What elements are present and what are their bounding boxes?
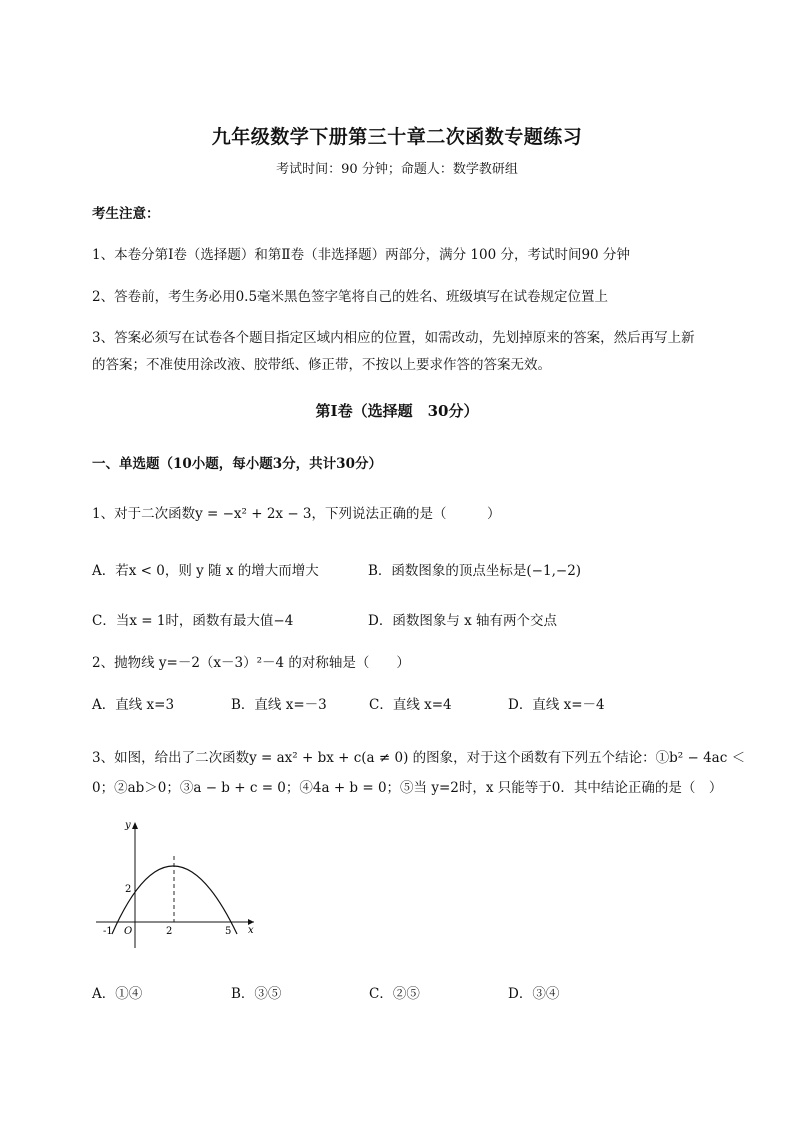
origin-label: O xyxy=(124,926,133,937)
notice-item-2: 2、答卷前，考生务必用0.5毫米黑色签字笔将自己的姓名、班级填写在试卷规定位置上 xyxy=(92,289,609,305)
parabola-figure xyxy=(92,812,262,952)
notice-item-3-cont: 的答案；不准使用涂改液、胶带纸、修正带，不按以上要求作答的答案无效。 xyxy=(92,357,551,373)
q3-option-c: C．②⑤ xyxy=(369,986,420,1002)
tick-x-5: 5 xyxy=(225,926,232,937)
x-axis-label: x xyxy=(248,925,254,936)
q1-option-d: D．函数图象与 x 轴有两个交点 xyxy=(368,613,558,629)
page-title: 九年级数学下册第三十章二次函数专题练习 xyxy=(211,126,583,148)
q1-option-b: B．函数图象的顶点坐标是(−1,−2) xyxy=(368,563,582,579)
tick-y-2: 2 xyxy=(125,884,132,895)
notice-item-3: 3、答案必须写在试卷各个题目指定区域内相应的位置，如需改动，先划掉原来的答案，然后再写上新 xyxy=(92,330,695,346)
notice-heading: 考生注意： xyxy=(92,206,160,222)
q3-stem-line-2: 0；②ab＞0；③a − b + c = 0；④4a + b = 0；⑤当 y=2时，x 只能等于0．其中结论正确的是（ ） xyxy=(92,780,723,796)
q3-option-d: D．③④ xyxy=(508,986,560,1002)
q2-option-b: B．直线 x=－3 xyxy=(231,697,327,713)
q2-option-c: C．直线 x=4 xyxy=(369,697,452,713)
y-axis-label: y xyxy=(125,820,131,831)
q1-stem: 1、对于二次函数y = −x² + 2x − 3，下列说法正确的是（ ） xyxy=(92,506,501,522)
part-heading: 一、单选题（10小题，每小题3分，共计30分） xyxy=(92,456,382,472)
q3-option-b: B．③⑤ xyxy=(231,986,282,1002)
tick-neg1: -1 xyxy=(103,926,113,937)
q1-option-a: A．若x < 0，则 y 随 x 的增大而增大 xyxy=(92,563,319,579)
q2-stem: 2、抛物线 y=－2（x－3）²－4 的对称轴是（ ） xyxy=(92,655,410,671)
q2-option-a: A．直线 x=3 xyxy=(92,697,175,713)
section-title: 第Ⅰ卷（选择题 30分） xyxy=(315,402,479,420)
y-axis-arrow xyxy=(132,822,138,829)
q2-option-d: D．直线 x=－4 xyxy=(508,697,605,713)
exam-info: 考试时间：90 分钟；命题人：数学教研组 xyxy=(276,162,518,177)
parabola-curve xyxy=(112,866,237,934)
q3-stem-line-1: 3、如图，给出了二次函数y = ax² + bx + c(a ≠ 0) 的图象，对于这个函数有下列五个结论：①b² − 4ac ＜ xyxy=(92,750,746,766)
tick-x-2: 2 xyxy=(166,926,173,937)
q3-option-a: A．①④ xyxy=(92,986,143,1002)
q1-option-c: C．当x = 1时，函数有最大值−4 xyxy=(92,613,294,629)
notice-item-1: 1、本卷分第Ⅰ卷（选择题）和第Ⅱ卷（非选择题）两部分，满分 100 分，考试时间90 分钟 xyxy=(92,247,630,263)
